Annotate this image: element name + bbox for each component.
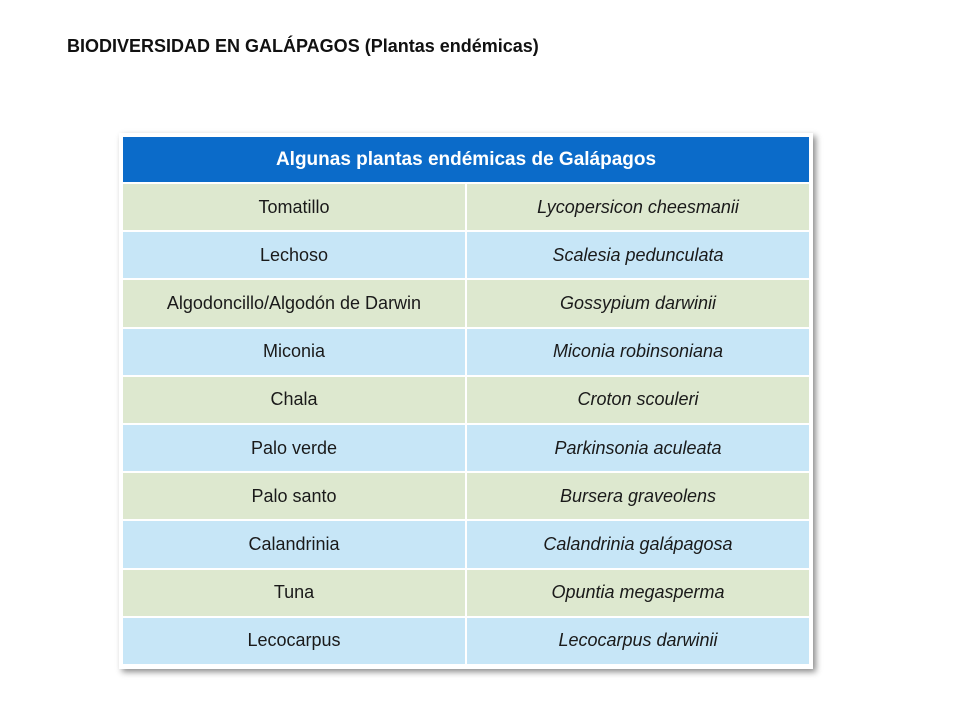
scientific-name-cell: Gossypium darwinii bbox=[466, 279, 809, 327]
table-row bbox=[123, 424, 809, 472]
common-name-cell: Calandrinia bbox=[123, 520, 466, 568]
scientific-name-cell: Bursera graveolens bbox=[466, 472, 809, 520]
scientific-name-cell: Calandrinia galápagosa bbox=[466, 520, 809, 568]
table-row bbox=[123, 520, 809, 568]
common-name-cell: Tuna bbox=[123, 569, 466, 617]
table-header-row bbox=[123, 137, 809, 183]
plants-table-frame bbox=[119, 133, 813, 669]
table-row bbox=[123, 231, 809, 279]
table-row bbox=[123, 328, 809, 376]
common-name-cell: Palo verde bbox=[123, 424, 466, 472]
table-heading: Algunas plantas endémicas de Galápagos bbox=[123, 137, 809, 183]
scientific-name-cell: Miconia robinsoniana bbox=[466, 328, 809, 376]
common-name-cell: Tomatillo bbox=[123, 183, 466, 231]
scientific-name-cell: Croton scouleri bbox=[466, 376, 809, 424]
common-name-cell: Miconia bbox=[123, 328, 466, 376]
page-title: BIODIVERSIDAD EN GALÁPAGOS (Plantas endémicas) bbox=[67, 36, 539, 56]
common-name-cell: Lechoso bbox=[123, 231, 466, 279]
table-row bbox=[123, 472, 809, 520]
table-row bbox=[123, 617, 809, 664]
common-name-cell: Algodoncillo/Algodón de Darwin bbox=[123, 279, 466, 327]
common-name-cell: Chala bbox=[123, 376, 466, 424]
scientific-name-cell: Lycopersicon cheesmanii bbox=[466, 183, 809, 231]
common-name-cell: Palo santo bbox=[123, 472, 466, 520]
table-row bbox=[123, 569, 809, 617]
table-row bbox=[123, 376, 809, 424]
scientific-name-cell: Scalesia pedunculata bbox=[466, 231, 809, 279]
table-row bbox=[123, 279, 809, 327]
scientific-name-cell: Lecocarpus darwinii bbox=[466, 617, 809, 664]
scientific-name-cell: Parkinsonia aculeata bbox=[466, 424, 809, 472]
scientific-name-cell: Opuntia megasperma bbox=[466, 569, 809, 617]
common-name-cell: Lecocarpus bbox=[123, 617, 466, 664]
endemic-plants-table bbox=[123, 137, 809, 664]
table-row bbox=[123, 183, 809, 231]
